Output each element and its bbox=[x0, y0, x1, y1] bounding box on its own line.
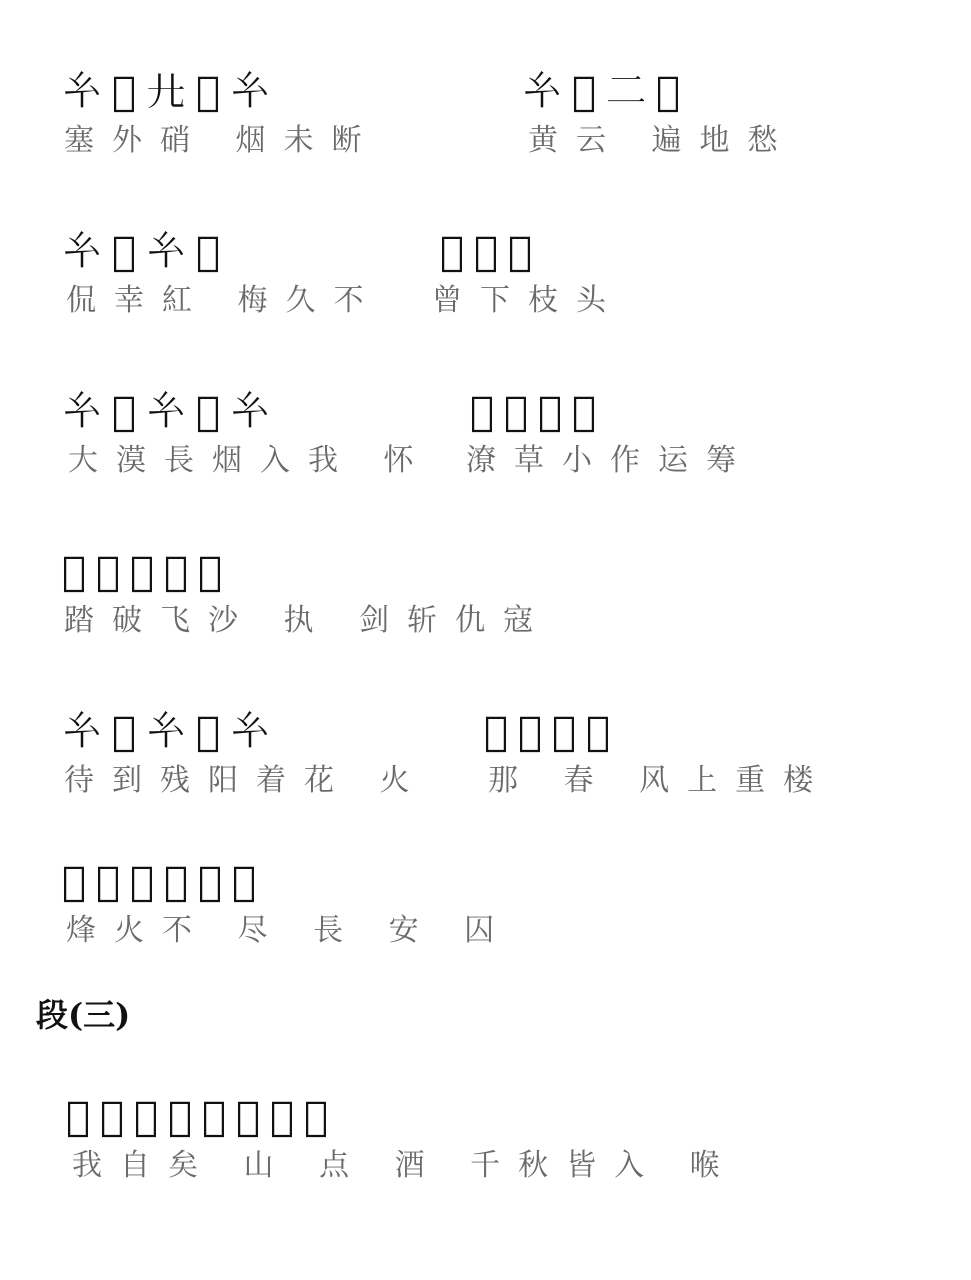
tab-notation-right: 𦇠𦇠𦇠𦇠 bbox=[484, 709, 621, 755]
lyric-left: 塞外硝 烟未断 bbox=[64, 123, 380, 158]
tab-notation-right: 𦇠𢆯𦇠𦇠 bbox=[470, 389, 607, 435]
tab-notation-left: 𢆯𦇠𢌬𠀪𢆯 bbox=[62, 69, 281, 115]
lyric: 我自矣 山 点 酒 千秋皆入 喉 bbox=[72, 1148, 738, 1183]
lyric-right: 曾下枝头 bbox=[432, 283, 624, 318]
lyric-right: 黄云 遍地愁 bbox=[528, 123, 796, 158]
tab-notation-left: 𢆯𦇠𢆯𦇠𢆯 bbox=[62, 709, 281, 755]
lyric-left: 踏破飞沙 执 剑斩仇寇 bbox=[64, 603, 552, 638]
tab-notation-row bbox=[0, 10, 971, 120]
lyric-left: 大漠長烟入我 怀 bbox=[68, 443, 432, 478]
lyric-row bbox=[0, 120, 971, 170]
lyric-row bbox=[0, 910, 971, 960]
tab-notation-left: 𦇠𦇠𦇠𦇠𦇠𦇠 bbox=[62, 859, 267, 905]
tab-notation-left: 𦇠𦇠尼𦇠𦇠 bbox=[62, 549, 233, 595]
lyric-left: 烽火不 尽 長 安 囚 bbox=[66, 913, 513, 948]
tab-notation-row bbox=[0, 490, 971, 600]
tab-notation-row bbox=[0, 800, 971, 910]
tab-notation-row bbox=[0, 330, 971, 440]
lyric-right: 潦草小作运筹 bbox=[466, 443, 754, 478]
lyric-row bbox=[0, 280, 971, 330]
tab-notation-left: 𢆯𦇠𢆯𦇠𢆯 bbox=[62, 389, 281, 435]
tab-notation-right: 𦇠𢆯𦇠 bbox=[440, 229, 543, 275]
lyric-row bbox=[0, 440, 971, 490]
lyric-left: 待到残阳着花 火 bbox=[64, 763, 428, 798]
lyric-row bbox=[0, 1145, 971, 1195]
tab-notation-row bbox=[0, 650, 971, 760]
lyric-right: 那 春 风上重楼 bbox=[488, 763, 832, 798]
tab-notation-right: 𢆯𦇠𠄞𦇠 bbox=[522, 69, 691, 115]
tab-notation: 𦇠𦇠𦇠𦇠𢆯𦇠𦇠𦇠 bbox=[66, 1094, 339, 1140]
lyric-left: 侃幸紅 梅久不 bbox=[66, 283, 382, 318]
tab-notation-row bbox=[0, 170, 971, 280]
tab-notation-left: 𢆯𦇠𢆯𦇠 bbox=[62, 229, 231, 275]
section-heading: 段(三) bbox=[36, 996, 131, 1034]
tab-notation-row bbox=[0, 1035, 971, 1145]
lyric-row bbox=[0, 600, 971, 650]
